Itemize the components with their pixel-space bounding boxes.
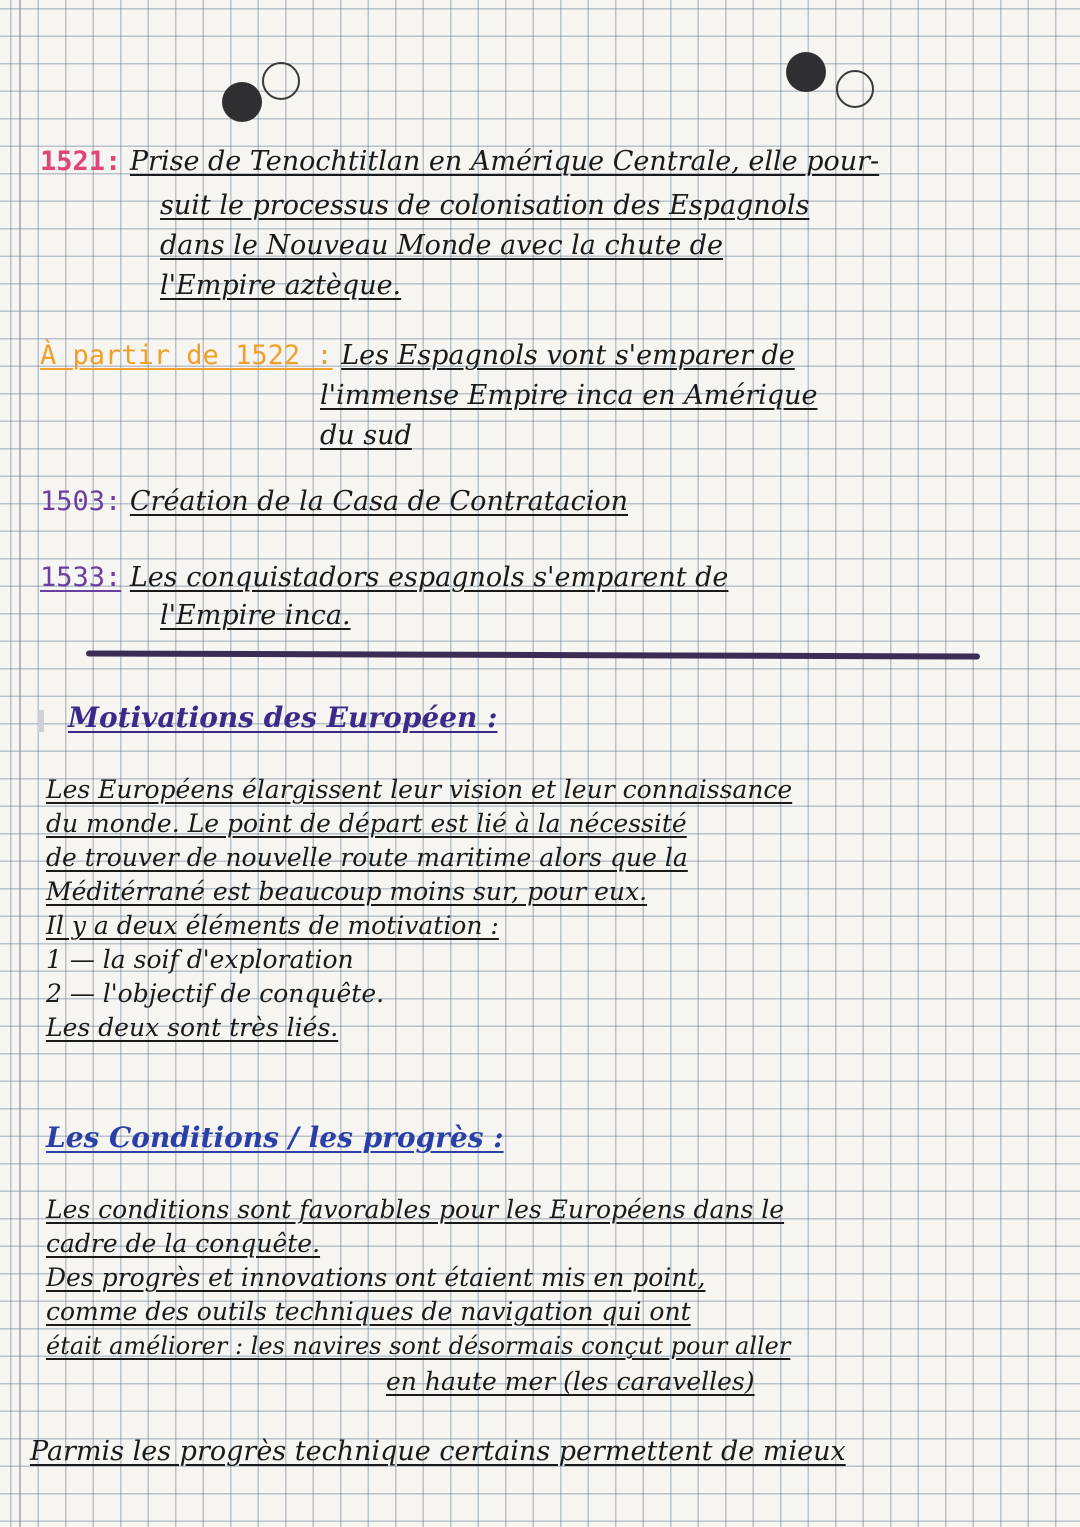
entry-1521-line-1 <box>40 146 879 178</box>
entry-1533-line-1 <box>40 562 728 594</box>
conditions-line-3: Des progrès et innovations ont étaient mis en point, <box>46 1263 706 1292</box>
entry-1521-line-2: suit le processus de colonisation des Espagnols <box>160 190 810 221</box>
motivations-line-6: 1 — la soif d'exploration <box>46 945 354 974</box>
motivations-line-2: du monde. Le point de départ est lié à la nécessité <box>46 809 687 838</box>
entry-1521-line-3: dans le Nouveau Monde avec la chute de <box>160 230 724 261</box>
conditions-line-2: cadre de la conquête. <box>46 1229 321 1258</box>
entry-1522-text-1: Les Espagnols vont s'emparer de <box>341 340 795 371</box>
entry-1522-line-3: du sud <box>320 420 412 451</box>
punch-hole-outline-left <box>262 62 300 100</box>
conditions-line-5: était améliorer : les navires sont désormais conçut pour aller <box>46 1332 791 1360</box>
entry-1533-text-1: Les conquistadors espagnols s'emparent de <box>129 562 729 593</box>
entry-1503-line-1 <box>40 486 628 518</box>
motivations-line-4: Méditérrané est beaucoup moins sur, pour eux. <box>46 877 648 906</box>
entry-1533-line-2: l'Empire inca. <box>160 600 351 631</box>
punch-hole-left <box>222 82 262 122</box>
motivations-line-7: 2 — l'objectif de conquête. <box>46 979 385 1008</box>
margin-line <box>19 0 21 1527</box>
entry-1503-text-1: Création de la Casa de Contratacion <box>129 486 629 517</box>
entry-1521-date: 1521: <box>40 146 122 177</box>
motivations-line-3: de trouver de nouvelle route maritime alors que la <box>46 843 688 872</box>
entry-1521-line-4: l'Empire aztèque. <box>160 270 402 301</box>
entry-1521-text-1: Prise de Tenochtitlan en Amérique Centrale, elle pour- <box>129 146 880 177</box>
entry-1533-date: 1533: <box>40 562 122 593</box>
conditions-heading: Les Conditions / les progrès : <box>46 1121 504 1154</box>
entry-1522-line-1 <box>40 340 795 372</box>
motivations-heading: Motivations des Européen : <box>68 701 498 734</box>
motivations-line-8: Les deux sont très liés. <box>46 1013 339 1042</box>
margin-mark <box>38 710 44 732</box>
entry-1522-date: À partir de 1522 : <box>40 340 333 371</box>
conditions-line-4: comme des outils techniques de navigation qui ont <box>46 1297 691 1326</box>
punch-hole-outline-right <box>836 70 874 108</box>
entry-1503-date: 1503: <box>40 486 122 517</box>
punch-hole-right <box>786 52 826 92</box>
conditions-line-1: Les conditions sont favorables pour les Européens dans le <box>46 1195 785 1224</box>
motivations-line-5: Il y a deux éléments de motivation : <box>46 911 499 940</box>
conditions-line-7: Parmis les progrès technique certains permettent de mieux <box>30 1436 846 1467</box>
motivations-line-1: Les Européens élargissent leur vision et leur connaissance <box>46 775 793 804</box>
entry-1522-line-2: l'immense Empire inca en Amérique <box>320 380 818 411</box>
section-divider <box>86 650 980 659</box>
conditions-line-6: en haute mer (les caravelles) <box>386 1367 755 1396</box>
